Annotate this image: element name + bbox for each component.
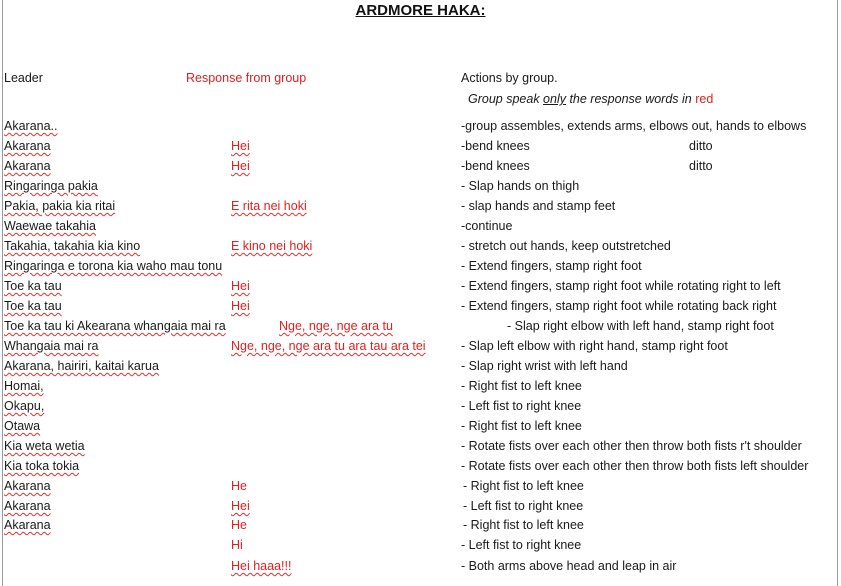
group-action: - Left fist to right knee [463,499,584,513]
leader-call: Akarana [4,499,51,513]
header-actions: Actions by group. [461,71,558,85]
group-action: - Rotate fists over each other then throw both fists left shoulder [461,459,809,473]
group-action: - Right fist to left knee [463,479,584,493]
group-action: -group assembles, extends arms, elbows out, hands to elbows [461,119,807,133]
note-text-before: Group speak [468,92,544,106]
group-response: Hi [231,538,243,552]
document-title: ARDMORE HAKA: [355,2,486,19]
haka-row [0,299,841,319]
group-response: E rita nei hoki [231,199,307,213]
haka-row [0,419,841,439]
group-action: - Right fist to left knee [461,419,582,433]
haka-row [0,179,841,199]
haka-row [0,159,841,179]
haka-row [0,259,841,279]
leader-call: Ringaringa pakia [4,179,98,193]
leader-call: Akarana [4,518,51,532]
group-response: Hei [231,499,250,513]
header-leader: Leader [4,71,43,85]
haka-row [0,439,841,459]
group-action: - Slap hands on thigh [461,179,580,193]
group-action: -continue [461,219,513,233]
group-action: - Extend fingers, stamp right foot while rotating back right [461,299,777,313]
leader-call: Akarana, hairiri, kaitai karua [4,359,159,373]
haka-row [0,219,841,239]
instruction-note [468,92,713,106]
leader-call: Pakia, pakia kia ritai [4,199,116,213]
group-response: He [231,518,247,532]
leader-call: Ringaringa e torona kia waho mau tonu [4,259,223,273]
group-response: Hei haaa!!! [231,559,292,573]
leader-call: Takahia, takahia kia kino [4,239,141,253]
note-text-middle: the response words in [565,92,696,106]
haka-row [0,339,841,359]
haka-row [0,139,841,159]
leader-call: Akarana.. [4,119,58,133]
group-action: - slap hands and stamp feet [461,199,616,213]
leader-call: Kia toka tokia [4,459,80,473]
group-action: - Left fist to right knee [461,538,582,552]
leader-call: Okapu, [4,399,45,413]
leader-call: Homai, [4,379,44,393]
haka-row [0,538,841,558]
haka-row [0,559,841,579]
leader-call: Waewae takahia [4,219,96,233]
header-response: Response from group [186,71,307,85]
group-response: E kino nei hoki [231,239,313,253]
group-action: - Right fist to left knee [461,379,582,393]
haka-row [0,119,841,139]
group-action: - Extend fingers, stamp right foot [461,259,642,273]
leader-call: Toe ka tau [4,279,62,293]
leader-call: Whangaia mai ra [4,339,99,353]
ditto-note: ditto [689,159,713,173]
haka-row [0,459,841,479]
leader-call: Toe ka tau [4,299,62,313]
group-action: - Right fist to left knee [463,518,584,532]
leader-call: Kia weta wetia [4,439,85,453]
group-response: Hei [231,139,250,153]
group-response: He [231,479,247,493]
haka-row [0,479,841,499]
group-action: - Extend fingers, stamp right foot while rotating right to left [461,279,781,293]
haka-row [0,359,841,379]
haka-row [0,279,841,299]
haka-row [0,199,841,219]
group-action: - Slap left elbow with right hand, stamp right foot [461,339,728,353]
group-action: - Both arms above head and leap in air [461,559,677,573]
group-response: Hei [231,159,250,173]
group-action: - stretch out hands, keep outstretched [461,239,671,253]
leader-call: Akarana [4,139,51,153]
haka-row [0,379,841,399]
ditto-note: ditto [689,139,713,153]
group-response: Nge, nge, nge ara tu ara tau ara tei [231,339,426,353]
group-action: - Rotate fists over each other then throw both fists r't shoulder [461,439,802,453]
note-emphasis: only [543,92,566,106]
haka-row [0,399,841,419]
group-action: - Slap right elbow with left hand, stamp right foot [507,319,774,333]
leader-call: Akarana [4,479,51,493]
group-action: - Left fist to right knee [461,399,582,413]
haka-row [0,239,841,259]
group-action: -bend knees [461,139,530,153]
leader-call: Akarana [4,159,51,173]
leader-call: Toe ka tau ki Akearana whangaia mai ra [4,319,226,333]
haka-row [0,319,841,339]
group-action: -bend knees [461,159,530,173]
group-action: - Slap right wrist with left hand [461,359,628,373]
group-response: Hei [231,299,250,313]
haka-row [0,499,841,519]
note-red-word: red [695,92,714,106]
haka-row [0,518,841,538]
leader-call: Otawa [4,419,41,433]
group-response: Hei [231,279,250,293]
group-response: Nge, nge, nge ara tu [279,319,393,333]
